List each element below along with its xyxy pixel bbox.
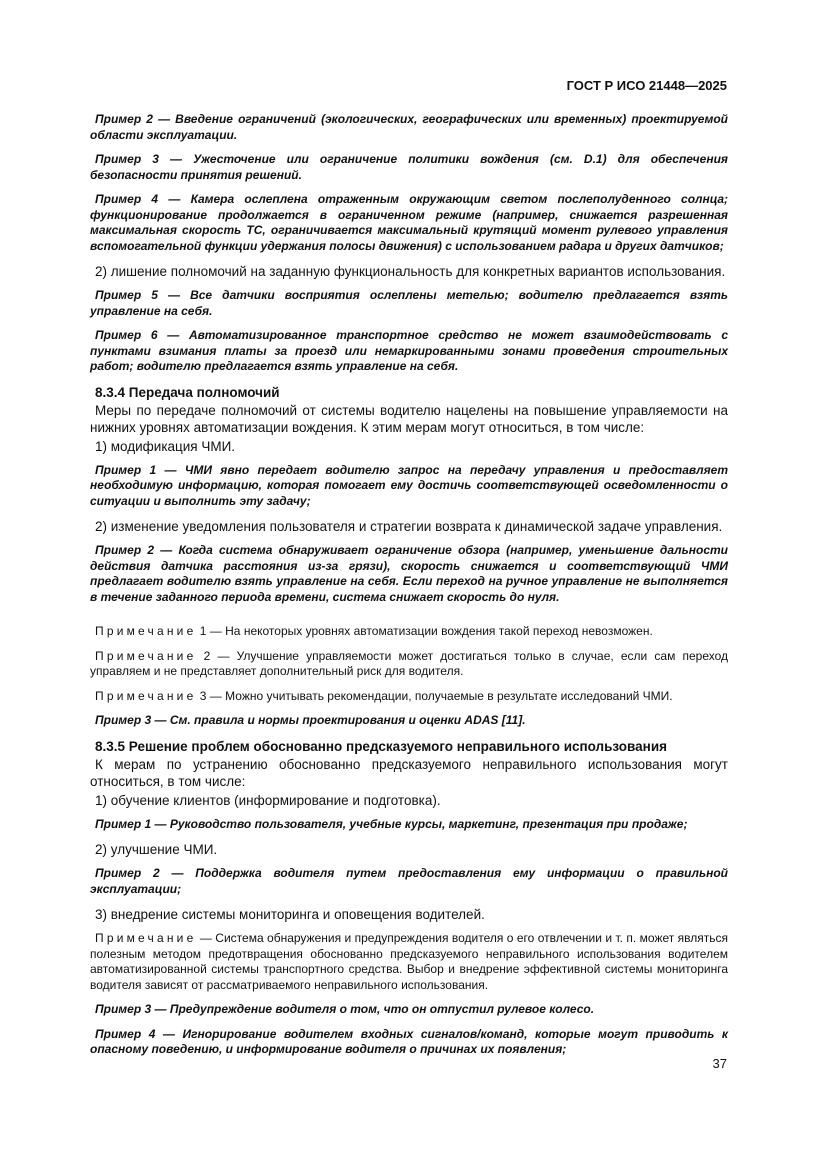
note-paragraph	[90, 649, 728, 680]
example-paragraph: Пример 6 — Автоматизированное транспортное средство не может взаимодействовать с пунктами взимания платы за проезд или немаркированными зонами проведения строительных работ; водителю предлагается взять управление на себя.	[90, 328, 728, 373]
example-paragraph: Пример 5 — Все датчики восприятия ослеплены метелью; водителю предлагается взять управление на себя.	[90, 288, 728, 318]
document-header: ГОСТ Р ИСО 21448—2025	[566, 78, 727, 93]
list-item: 3) внедрение системы мониторинга и оповещения водителей.	[95, 907, 485, 922]
note-text: 3 — Можно учитывать рекомендации, получаемые в результате исследований ЧМИ.	[196, 688, 673, 703]
list-item: 2) изменение уведомления пользователя и стратегии возврата к динамической задаче управления.	[95, 519, 723, 534]
note-paragraph	[90, 624, 728, 640]
example-paragraph: Пример 2 — Когда система обнаруживает ограничение обзора (например, уменьшение дальности действия датчика расстояния из-за грязи), скорость снижается и соответствующий ЧМИ предлагает водителю взять управление на себя. Если переход на ручное управление не выполняется в течение заданного периода времени, система снижает скорость до нуля.	[90, 543, 728, 604]
note-text: 2 — Улучшение управляемости может достигаться только в случае, если сам переход управляем и не представляет дополнительный риск для водителя.	[90, 648, 728, 678]
list-item: 2) лишение полномочий на заданную функциональность для конкретных вариантов использования.	[95, 264, 726, 279]
example-paragraph: Пример 4 — Игнорирование водителем входных сигналов/команд, которые могут приводить к опасному поведению, и информирование водителя о причинах их появления;	[90, 1026, 728, 1056]
example-paragraph: Пример 3 — См. правила и нормы проектирования и оценки ADAS [11].	[95, 713, 526, 727]
note-paragraph	[90, 931, 728, 993]
body-paragraph: К мерам по устранению обоснованно предсказуемого неправильного использования могут относиться, в том числе:	[90, 756, 728, 789]
note-paragraph	[90, 689, 728, 705]
example-paragraph: Пример 4 — Камера ослеплена отраженным окружающим светом послеполуденного солнца; функционирование продолжается в ограниченном режиме (например, снижается разрешенная максимальная скорость ТС, ограничивается максимальный крутящий момент рулевого управления вспомогательной функции удержания полосы движения) с использованием радара и других датчиков;	[90, 192, 728, 253]
list-item: 2) улучшение ЧМИ.	[95, 842, 218, 857]
example-paragraph: Пример 3 — Предупреждение водителя о том, что он отпустил рулевое колесо.	[95, 1002, 595, 1016]
note-text: 1 — На некоторых уровнях автоматизации вождения такой переход невозможен.	[196, 624, 653, 638]
section-heading: 8.3.5 Решение проблем обоснованно предсказуемого неправильного использования	[95, 738, 668, 754]
section-heading: 8.3.4 Передача полномочий	[95, 384, 280, 400]
body-paragraph: Меры по передаче полномочий от системы водителю нацелены на повышение управляемости на нижних уровнях автоматизации вождения. К этим мерам могут относиться, в том числе:	[90, 402, 728, 435]
list-item: 1) модификация ЧМИ.	[95, 438, 236, 454]
example-paragraph: Пример 2 — Введение ограничений (экологических, географических или временных) проектируемой области эксплуатации.	[90, 112, 728, 142]
note-label: Примечание	[95, 931, 197, 945]
note-label: Примечание	[95, 688, 197, 703]
example-paragraph: Пример 3 — Ужесточение или ограничение политики вождения (см. D.1) для обеспечения безопасности принятия решений.	[90, 152, 728, 182]
note-label: Примечание	[95, 648, 197, 663]
page-content	[90, 112, 728, 1067]
example-paragraph: Пример 1 — ЧМИ явно передает водителю запрос на передачу управления и предоставляет необходимую информацию, которая помогает ему достичь соответствующей осведомленности о ситуации и выполнить эту задачу;	[90, 462, 728, 508]
example-paragraph: Пример 1 — Руководство пользователя, учебные курсы, маркетинг, презентация при продаже;	[95, 816, 688, 831]
page-number: 37	[712, 1056, 727, 1071]
list-item: 1) обучение клиентов (информирование и подготовка).	[95, 792, 441, 808]
note-text: — Система обнаружения и предупреждения водителя о его отвлечении и т. п. может являться полезным методом предотвращения обоснованно предсказуемого неправильного использования водителем автоматизированной системы транспортного средства. Выбор и внедрение эффективной системы мониторинга водителя зависят от рассматриваемого неправильного использования.	[90, 931, 728, 992]
note-label: Примечание	[95, 624, 197, 638]
example-paragraph: Пример 2 — Поддержка водителя путем предоставления ему информации о правильной эксплуатации;	[90, 866, 728, 896]
